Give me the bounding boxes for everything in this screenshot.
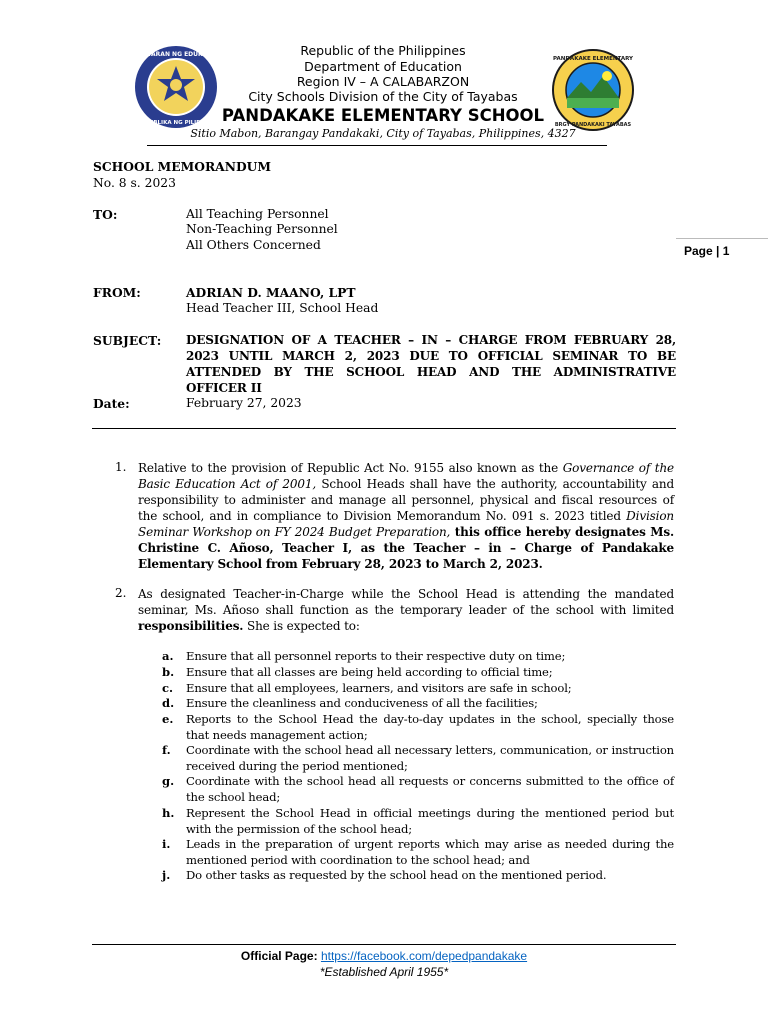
page-number: Page | 1 — [684, 244, 730, 258]
header-divider — [147, 145, 607, 146]
school-address: Sitio Mabon, Barangay Pandakaki, City of Tayabas, Philippines, 4327 — [190, 127, 576, 140]
list-item: Ensure that all personnel reports to their respective duty on time; — [186, 649, 566, 663]
facebook-link[interactable]: https://facebook.com/depedpandakake — [320, 949, 528, 963]
list-item: Coordinate with the school head all requests or concerns submitted to the office of the school head; — [186, 774, 674, 804]
memo-divider — [92, 428, 676, 429]
school-name: PANDAKAKE ELEMENTARY SCHOOL — [221, 106, 545, 125]
from-title: Head Teacher III, School Head — [186, 301, 379, 315]
svg-text:BRGY PANDAKAKI TAYABAS: BRGY PANDAKAKI TAYABAS — [554, 122, 632, 128]
list-letter: c. — [162, 681, 174, 695]
list-item: Reports to the School Head the day-to-day updates in the school, specially those that needs management action; — [186, 712, 674, 742]
to-line: All Others Concerned — [186, 238, 321, 252]
paragraph-2: As designated Teacher-in-Charge while the School Head is attending the mandated seminar, Ms. Añoso shall function as the temporary leader of the school with limited responsibilities. She is expected to: — [138, 587, 674, 633]
list-item: Do other tasks as requested by the school head on the mentioned period. — [186, 868, 607, 882]
memo-number: No. 8 s. 2023 — [93, 176, 176, 190]
list-letter: f. — [162, 743, 171, 757]
list-item: Coordinate with the school head all necessary letters, communication, or instruction received during the period mentioned; — [186, 743, 674, 773]
region-line: Region IV – A CALABARZON — [296, 74, 470, 89]
established-note: *Established April 1955* — [319, 965, 449, 979]
list-item: Ensure the cleanliness and conduciveness of all the facilities; — [186, 696, 538, 710]
date-label: Date: — [93, 396, 130, 411]
subject-text: DESIGNATION OF A TEACHER – IN – CHARGE FROM FEBRUARY 28, 2023 UNTIL MARCH 2, 2023 DUE TO OFFICIAL SEMINAR TO BE ATTENDED BY THE SCHOOL HEAD AND THE ADMINISTRATIVE OFFICER II — [186, 333, 676, 395]
subject-label: SUBJECT: — [93, 333, 162, 348]
list-letter: j. — [162, 868, 171, 882]
page-tag-divider — [676, 238, 768, 239]
list-letter: a. — [162, 649, 174, 663]
memo-title: SCHOOL MEMORANDUM — [93, 159, 271, 174]
from-label: FROM: — [93, 285, 141, 300]
to-label: TO: — [93, 207, 118, 222]
footer-divider — [92, 944, 676, 945]
official-page: Official Page: https://facebook.com/depedpandakake — [240, 949, 528, 963]
division-line: City Schools Division of the City of Tayabas — [248, 89, 518, 104]
svg-text:REPUBLIKA NG PILIPINAS: REPUBLIKA NG PILIPINAS — [136, 120, 216, 126]
to-line: All Teaching Personnel — [186, 207, 329, 221]
list-letter: g. — [162, 774, 175, 788]
list-letter: i. — [162, 837, 171, 851]
paragraph-1: Relative to the provision of Republic Act No. 9155 also known as the Governance of the Basic Education Act of 2001, School Heads shall have the authority, accountability and responsibility to administer and manage all personnel, physical and fiscal resources of the school, and in compliance to Division Memorandum No. 091 s. 2023 titled Division Seminar Workshop on FY 2024 Budget Preparation, this office hereby designates Ms. Christine C. Añoso, Teacher I, as the Teacher – in – Charge of Pandakake Elementary School from February 28, 2023 to March 2, 2023. — [138, 461, 674, 571]
svg-text:PANDAKAKE ELEMENTARY: PANDAKAKE ELEMENTARY — [552, 56, 634, 62]
department-line: Department of Education — [304, 59, 462, 74]
to-line: Non-Teaching Personnel — [186, 222, 338, 236]
list-item: Ensure that all classes are being held according to official time; — [186, 665, 553, 679]
republic-line: Republic of the Philippines — [300, 43, 466, 58]
list-letter: b. — [162, 665, 175, 679]
from-name: ADRIAN D. MAANO, LPT — [186, 285, 356, 300]
list-letter: e. — [162, 712, 174, 726]
svg-text:KAGAWARAN NG EDUKASYON: KAGAWARAN NG EDUKASYON — [126, 51, 226, 58]
paragraph-number: 1. — [115, 460, 127, 474]
date-value: February 27, 2023 — [186, 396, 302, 410]
paragraph-number: 2. — [115, 586, 127, 600]
list-item: Leads in the preparation of urgent reports which may arise as needed during the mentioned period with coordination to the school head; and — [186, 837, 674, 867]
list-item: Represent the School Head in official meetings during the mentioned period but with the permission of the school head; — [186, 806, 674, 836]
list-item: Ensure that all employees, learners, and visitors are safe in school; — [186, 681, 572, 695]
list-letter: h. — [162, 806, 175, 820]
list-letter: d. — [162, 696, 175, 710]
